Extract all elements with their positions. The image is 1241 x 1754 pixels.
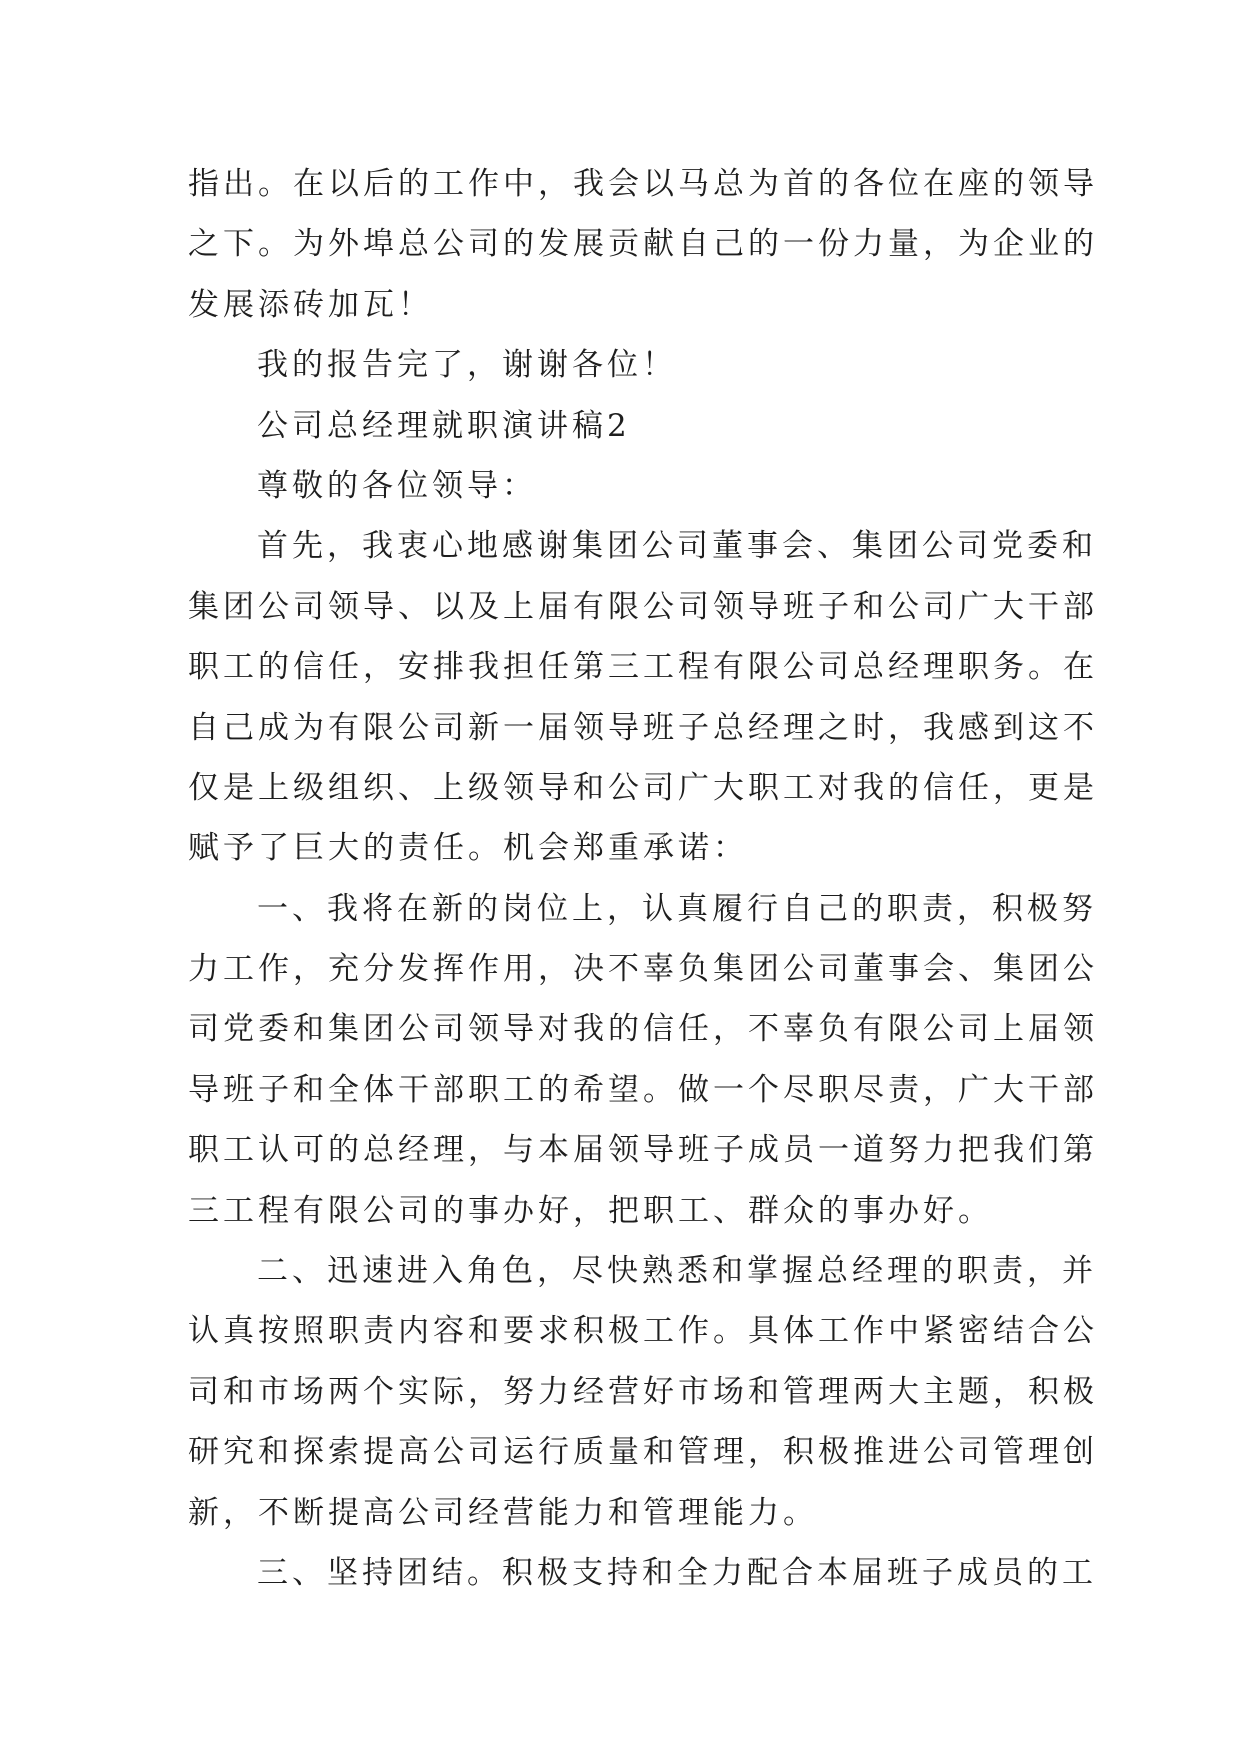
text-line: 三、坚持团结。积极支持和全力配合本届班子成员的工 [257, 1554, 1097, 1591]
text-line: 之下。为外埠总公司的发展贡献自己的一份力量，为企业的 [188, 226, 1098, 263]
text-line: 发展添砖加瓦！ [188, 286, 433, 323]
text-line: 仅是上级组织、上级领导和公司广大职工对我的信任，更是 [188, 769, 1098, 806]
text-line: 司党委和集团公司领导对我的信任，不辜负有限公司上届领 [188, 1011, 1098, 1048]
text-line: 赋予了巨大的责任。机会郑重承诺： [188, 830, 748, 867]
text-line: 司和市场两个实际，努力经营好市场和管理两大主题，积极 [188, 1373, 1098, 1410]
text-line: 导班子和全体干部职工的希望。做一个尽职尽责，广大干部 [188, 1071, 1098, 1108]
text-line: 一、我将在新的岗位上，认真履行自己的职责，积极努 [257, 890, 1097, 927]
text-line: 指出。在以后的工作中，我会以马总为首的各位在座的领导 [188, 166, 1098, 202]
text-line: 二、迅速进入角色，尽快熟悉和掌握总经理的职责，并 [257, 1253, 1097, 1290]
speech-heading: 公司总经理就职演讲稿2 [257, 407, 631, 444]
text-line: 我的报告完了，谢谢各位！ [257, 347, 677, 384]
document-body [188, 154, 1098, 1603]
text-line: 三工程有限公司的事办好，把职工、群众的事办好。 [188, 1192, 993, 1229]
text-line: 职工认可的总经理，与本届领导班子成员一道努力把我们第 [188, 1132, 1098, 1169]
text-line: 研究和探索提高公司运行质量和管理，积极推进公司管理创 [188, 1434, 1098, 1471]
text-line: 集团公司领导、以及上届有限公司领导班子和公司广大干部 [188, 588, 1098, 625]
text-line: 首先，我衷心地感谢集团公司董事会、集团公司党委和 [257, 528, 1097, 565]
text-line: 新，不断提高公司经营能力和管理能力。 [188, 1494, 818, 1531]
text-line: 力工作，充分发挥作用，决不辜负集团公司董事会、集团公 [188, 951, 1098, 988]
text-line: 自己成为有限公司新一届领导班子总经理之时，我感到这不 [188, 709, 1098, 746]
text-line: 职工的信任，安排我担任第三工程有限公司总经理职务。在 [188, 649, 1098, 686]
text-line: 认真按照职责内容和要求积极工作。具体工作中紧密结合公 [188, 1313, 1098, 1350]
salutation: 尊敬的各位领导： [257, 467, 537, 504]
